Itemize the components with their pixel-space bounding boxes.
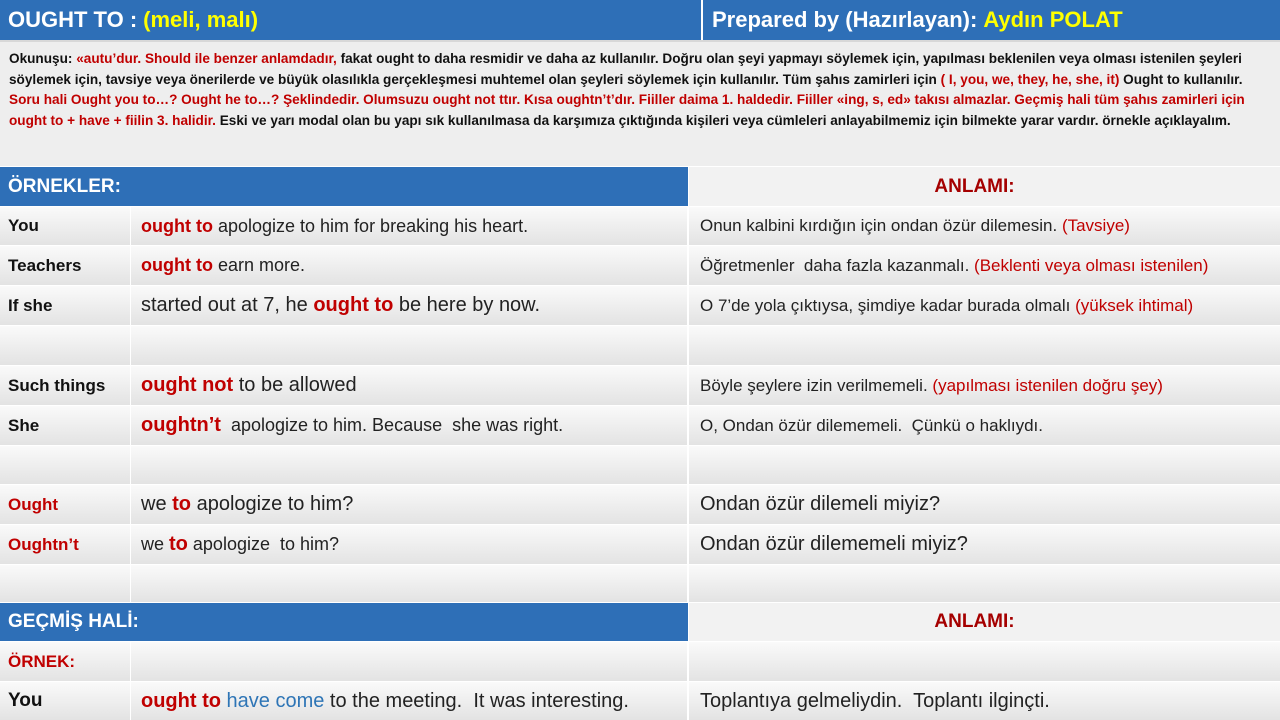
empty-row-cell <box>0 565 130 602</box>
sentence-rest: apologize to him? <box>191 493 354 515</box>
subject-text: She <box>8 415 40 435</box>
empty-row-cell <box>0 326 130 365</box>
table-row-sentence <box>131 682 687 720</box>
meaning-text: Öğretmenler daha fazla kazanmalı. <box>700 255 975 275</box>
sentence-rest: apologize to him. Because she was right. <box>220 415 564 435</box>
sentence-rest: earn more. <box>212 255 306 275</box>
modal-keyword: oughtn’t <box>141 414 221 436</box>
modal-keyword: ought to <box>141 215 213 236</box>
meaning-text: Ondan özür dilememeli miyiz? <box>700 533 968 555</box>
examples-meaning-header <box>689 167 1280 206</box>
intro-text-2: «autu’dur. Should ile benzer anlamdadır, <box>76 51 341 66</box>
modal-keyword: ought to <box>313 294 394 316</box>
subject-text: You <box>8 216 39 235</box>
modal-keyword: ought to <box>141 255 213 275</box>
meaning-label: ANLAMI: <box>934 175 1015 197</box>
table-row-meaning <box>689 525 1280 564</box>
table-row-sentence <box>131 525 687 564</box>
subject-text: If she <box>8 295 53 315</box>
past-tense-label: GEÇMİŞ HALİ: <box>8 611 139 632</box>
subject-text: Such things <box>8 375 106 395</box>
subject-text: Teachers <box>8 255 82 275</box>
meaning-text: O, Ondan özür dilememeli. Çünkü o haklıydı. <box>700 415 1043 435</box>
intro-text-7: Eski ve yarı modal olan bu yapı sık kullanılmasa da karşımıza çıktığında kişileri veya cümleleri anlayabilmemiz için bilmekte yarar vardır. örnekle açıklayalım. <box>215 112 1231 128</box>
meaning-text: Ondan özür dilemeli miyiz? <box>700 493 941 515</box>
meaning-text: Böyle şeylere izin verilmemeli. <box>700 375 933 395</box>
empty-row-cell <box>131 565 687 602</box>
intro-text-1: Okunuşu: <box>9 51 77 66</box>
examples-header <box>0 167 688 206</box>
prepared-by-label: Prepared by (Hazırlayan): <box>712 7 978 32</box>
empty-row-cell <box>131 326 687 365</box>
table-row-meaning <box>689 406 1280 445</box>
sentence-rest: to the meeting. It was interesting. <box>324 689 629 712</box>
page-title-meaning: (meli, malı) <box>143 7 259 32</box>
table-row-meaning <box>689 246 1280 285</box>
past-tense-header <box>0 603 688 641</box>
table-row-subject <box>0 406 130 445</box>
table-row-subject <box>0 366 130 405</box>
table-row-subject <box>0 286 130 325</box>
past-example-label-cell <box>0 642 130 681</box>
empty-row-cell <box>689 642 1280 681</box>
sentence-rest: apologize to him for breaking his heart. <box>212 215 529 236</box>
meaning-note: (yapılması istenilen doğru şey) <box>932 375 1163 395</box>
empty-row-cell <box>131 446 687 484</box>
empty-row-cell <box>131 642 687 681</box>
meaning-note: (Beklenti veya olması istenilen) <box>974 255 1209 275</box>
intro-text-5: Ought to kullanılır. <box>1119 71 1243 87</box>
intro-text-6: Soru hali Ought you to…? Ought he to…? Şeklindedir. Olumsuzu ought not ttır. Kısa oughtn’t’dır. Fiiller daima 1. haldedir. Fiiller «ing, s, ed» takısı almazlar. Geçmiş hali tüm şahıs zamirleri için ought to + have + fiilin 3. halidir. <box>9 92 1245 128</box>
table-row-meaning <box>689 286 1280 325</box>
intro-text-4: ( I, you, we, they, he, she, it) <box>940 71 1120 87</box>
sentence-pre: we <box>141 493 173 515</box>
table-row-sentence <box>131 286 687 325</box>
empty-row-cell <box>0 446 130 484</box>
sentence-rest: be here by now. <box>393 294 541 316</box>
meaning-note: (yüksek ihtimal) <box>1075 295 1194 315</box>
table-row-subject <box>0 246 130 285</box>
table-row-sentence <box>131 366 687 405</box>
sentence-rest: apologize to him? <box>187 534 339 554</box>
modal-keyword: to <box>172 493 192 515</box>
sentence-rest: to be allowed <box>233 374 357 396</box>
intro-paragraph <box>0 40 1280 166</box>
meaning-label: ANLAMI: <box>934 611 1015 632</box>
subject-text: You <box>8 690 43 711</box>
past-meaning-header <box>689 603 1280 641</box>
table-row-meaning <box>689 485 1280 524</box>
table-row-meaning <box>689 366 1280 405</box>
author-bar <box>703 0 1280 40</box>
modal-keyword: ought to <box>141 689 221 712</box>
empty-row-cell <box>689 326 1280 365</box>
modal-keyword: ought not <box>141 374 234 396</box>
table-row-subject <box>0 207 130 245</box>
table-row-subject <box>0 485 130 524</box>
table-row-subject <box>0 525 130 564</box>
author-name: Aydın POLAT <box>983 7 1123 32</box>
sentence-pre: started out at 7, he <box>141 294 314 316</box>
title-bar <box>0 0 701 40</box>
intro-text-3: fakat ought to daha resmidir ve daha az kullanılır. Doğru olan şeyi yapmayı söylemek için, yapılması beklenilen veya olması istenilen şeyleri söylemek için, tavsiye veya önerilerde ve büyük olasılıkla gerçekleşmesi muhtemel olan şeyleri söylemek için kullanılır. Tüm şahıs zamirleri için <box>9 51 1242 87</box>
meaning-text: O 7’de yola çıktıysa, şimdiye kadar burada olmalı <box>700 295 1076 315</box>
empty-row-cell <box>689 446 1280 484</box>
table-row-sentence <box>131 485 687 524</box>
page-title: OUGHT TO : <box>8 7 138 32</box>
table-row-subject <box>0 682 130 720</box>
examples-label: ÖRNEKLER: <box>8 175 121 197</box>
table-row-meaning <box>689 207 1280 245</box>
modal-keyword: to <box>169 533 188 555</box>
table-row-sentence <box>131 207 687 245</box>
table-row-sentence <box>131 406 687 445</box>
empty-row-cell <box>689 565 1280 602</box>
sentence-pre: we <box>141 534 170 554</box>
meaning-text: Toplantıya gelmeliydin. Toplantı ilginçti. <box>700 689 1050 712</box>
subject-text: Oughtn’t <box>8 534 79 554</box>
meaning-note: (Tavsiye) <box>1061 216 1130 235</box>
meaning-text: Onun kalbini kırdığın için ondan özür dilemesin. <box>700 216 1062 235</box>
table-row-meaning <box>689 682 1280 720</box>
participle-keyword: have come <box>226 689 325 712</box>
subject-text: Ought <box>8 494 59 514</box>
table-row-sentence <box>131 246 687 285</box>
past-example-label: ÖRNEK: <box>8 651 76 671</box>
